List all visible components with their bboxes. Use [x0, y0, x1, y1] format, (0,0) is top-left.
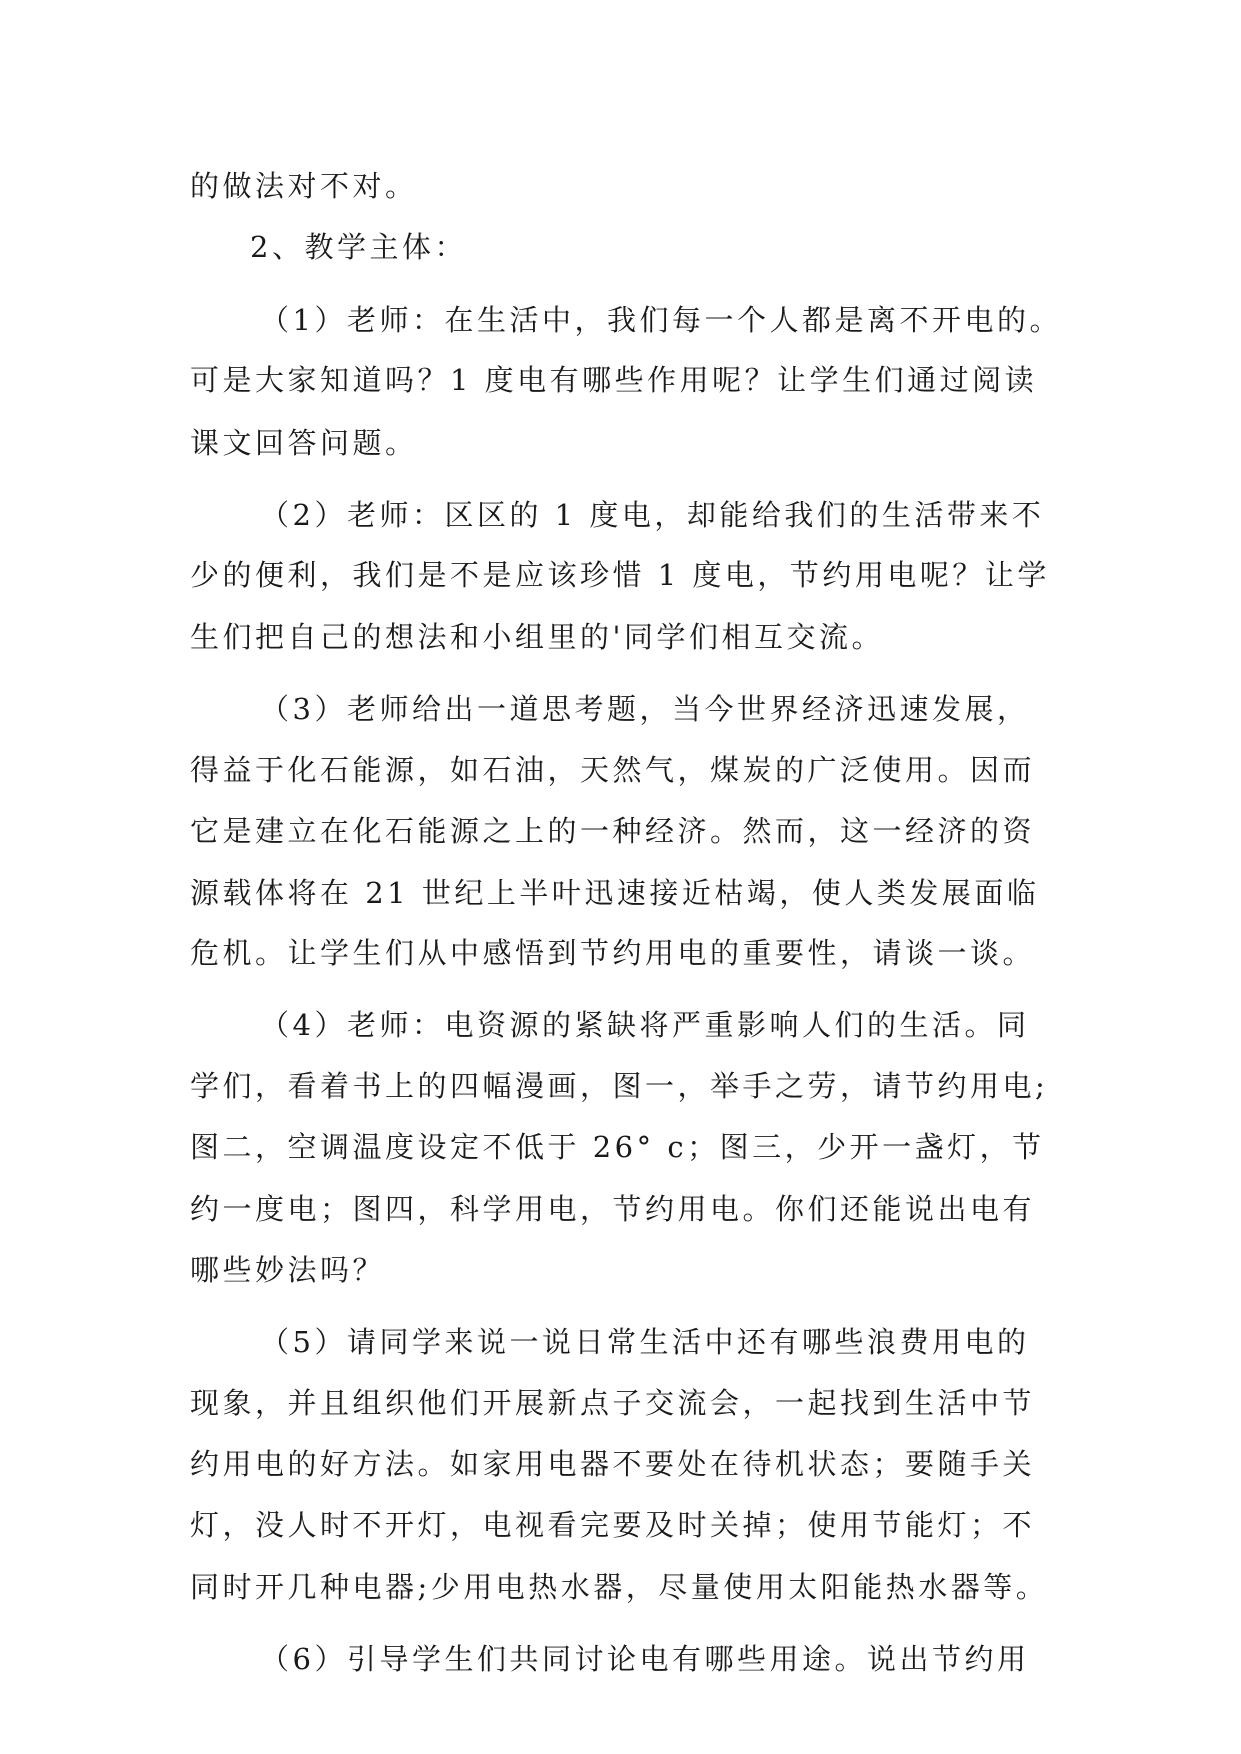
paragraph-2-line: 生们把自己的想法和小组里的'同学们相互交流。 [190, 620, 884, 654]
paragraph-3-line: 源载体将在 21 世纪上半叶迅速接近枯竭，使人类发展面临 [190, 876, 1040, 910]
paragraph-1-line: （1）老师：在生活中，我们每一个人都是离不开电的。 [260, 303, 1062, 337]
paragraph-5-line: 灯，没人时不开灯，电视看完要及时关掉；使用节能灯；不 [190, 1508, 1036, 1542]
paragraph-5-line: 同时开几种电器;少用电热水器，尽量使用太阳能热水器等。 [190, 1570, 1049, 1604]
paragraph-6-line: （6）引导学生们共同讨论电有哪些用途。说出节约用 [260, 1642, 1030, 1676]
paragraph-3-line: （3）老师给出一道思考题，当今世界经济迅速发展， [260, 692, 1030, 726]
paragraph-2-line: （2）老师：区区的 1 度电，却能给我们的生活带来不 [260, 498, 1045, 532]
paragraph-3-line: 它是建立在化石能源之上的一种经济。然而，这一经济的资 [190, 814, 1036, 848]
paragraph-2-line: 少的便利，我们是不是应该珍惜 1 度电，节约用电呢？让学 [190, 558, 1050, 592]
paragraph-5-line: 现象，并且组织他们开展新点子交流会，一起找到生活中节 [190, 1386, 1036, 1420]
paragraph-1-line: 可是大家知道吗？1 度电有哪些作用呢？让学生们通过阅读 [190, 363, 1038, 397]
paragraph-4-line: 图二，空调温度设定不低于 26° c；图三，少开一盏灯，节 [190, 1130, 1045, 1164]
paragraph-4-line: 学们，看着书上的四幅漫画，图一，举手之劳，请节约用电; [190, 1069, 1049, 1103]
paragraph-3-line: 危机。让学生们从中感悟到节约用电的重要性，请谈一谈。 [190, 936, 1036, 970]
section-heading: 2、教学主体： [250, 230, 467, 264]
text-line: 的做法对不对。 [190, 169, 418, 203]
paragraph-5-line: 约用电的好方法。如家用电器不要处在待机状态；要随手关 [190, 1447, 1036, 1481]
paragraph-3-line: 得益于化石能源，如石油，天然气，煤炭的广泛使用。因而 [190, 753, 1036, 787]
paragraph-4-line: （4）老师：电资源的紧缺将严重影响人们的生活。同 [260, 1008, 1030, 1042]
paragraph-4-line: 哪些妙法吗？ [190, 1253, 386, 1287]
paragraph-5-line: （5）请同学来说一说日常生活中还有哪些浪费用电的 [260, 1325, 1030, 1359]
paragraph-1-line: 课文回答问题。 [190, 426, 418, 460]
paragraph-4-line: 约一度电；图四，科学用电，节约用电。你们还能说出电有 [190, 1192, 1036, 1226]
